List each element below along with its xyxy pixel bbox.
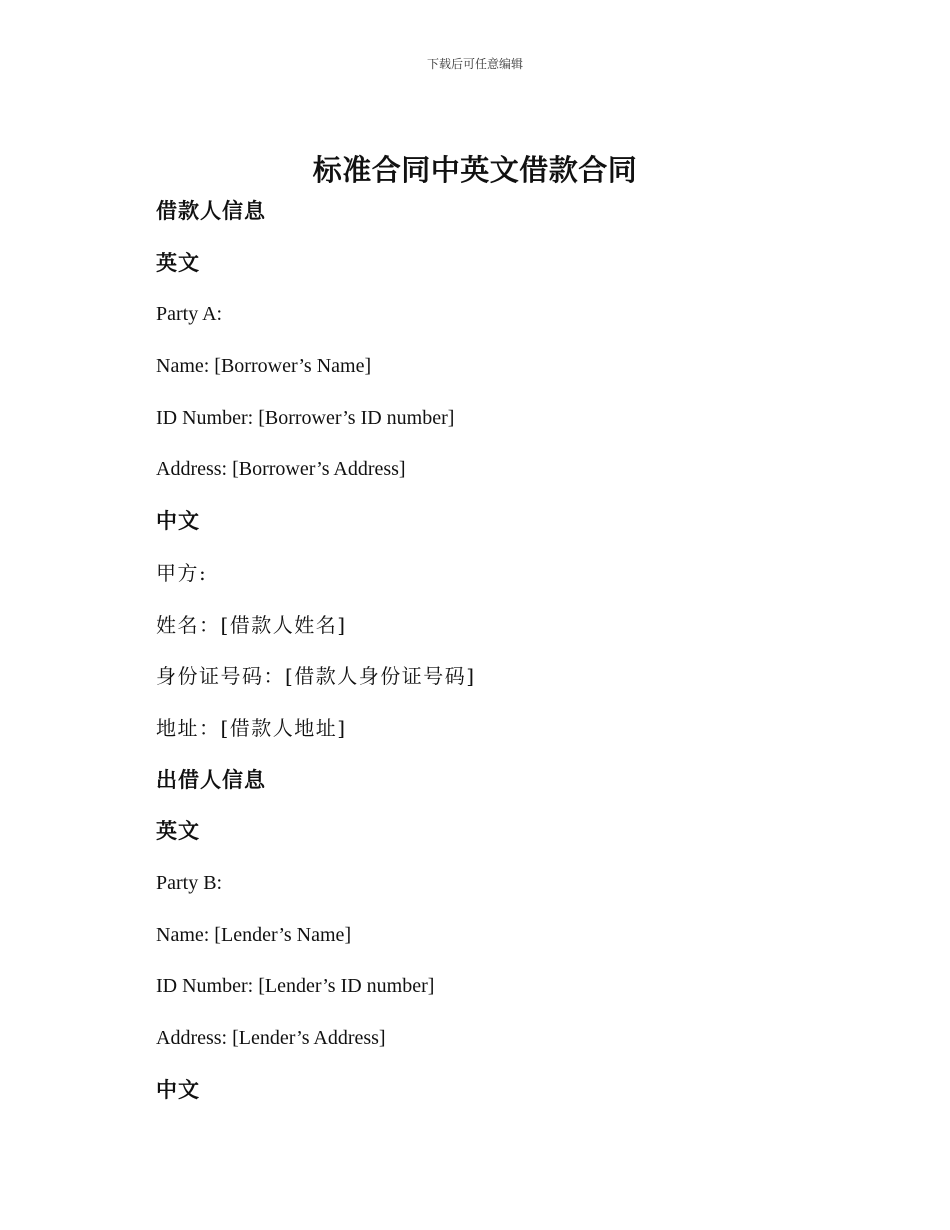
party-a-label-zh: 甲方: [156, 560, 208, 585]
subheading-english: 英文 [156, 250, 200, 275]
borrower-id-line: ID Number: [Borrower’s ID number] [156, 406, 455, 429]
borrower-name-line-zh: 姓名：[借款人姓名] [156, 612, 347, 637]
section-heading-lender-info: 出借人信息 [156, 767, 266, 792]
party-b-label: Party B: [156, 871, 223, 894]
borrower-address-line-zh: 地址：[借款人地址] [156, 715, 347, 740]
page-header-note: 下载后可任意编辑 [426, 57, 523, 71]
subheading-chinese: 中文 [156, 1077, 200, 1102]
document-title: 标准合同中英文借款合同 [312, 153, 638, 187]
party-a-label: Party A: [156, 303, 223, 326]
borrower-name-line: Name: [Borrower’s Name] [156, 355, 372, 378]
section-heading-borrower-info: 借款人信息 [156, 199, 266, 223]
subheading-chinese: 中文 [156, 509, 200, 534]
lender-id-line: ID Number: [Lender’s ID number] [156, 975, 435, 998]
borrower-address-line: Address: [Borrower’s Address] [156, 458, 406, 481]
lender-name-line: Name: [Lender’s Name] [156, 923, 352, 946]
document-body [156, 196, 816, 1126]
subheading-english: 英文 [156, 819, 200, 844]
lender-address-line: Address: [Lender’s Address] [156, 1027, 386, 1049]
borrower-id-line-zh: 身份证号码：[借款人身份证号码] [156, 664, 476, 689]
